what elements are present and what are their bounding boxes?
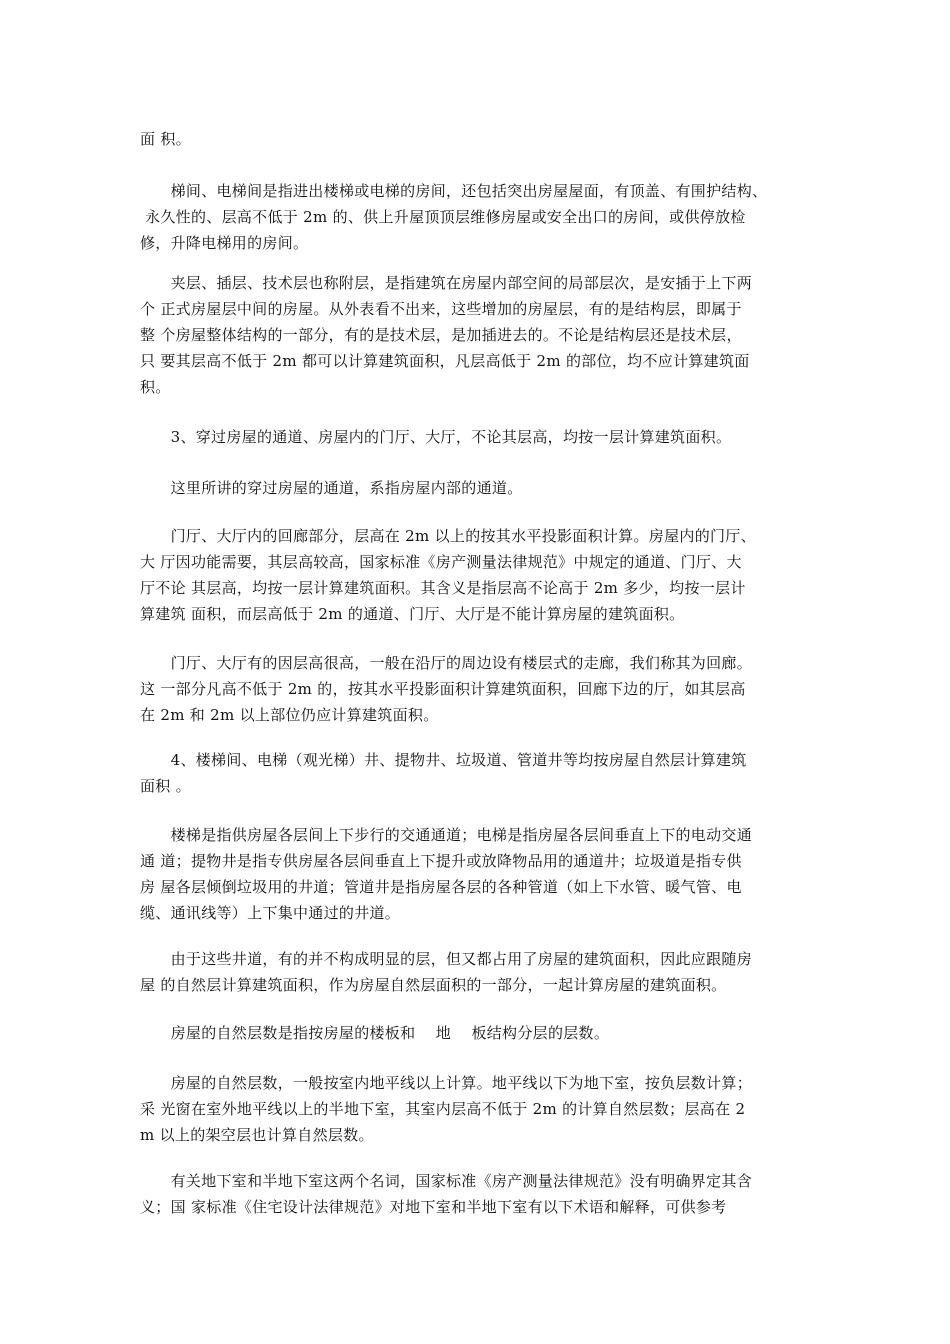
text-line: 4、楼梯间、电梯（观光梯）井、提物井、垃圾道、管道井等均按房屋自然层计算建筑: [140, 751, 747, 769]
paragraph-9: [140, 822, 812, 926]
text-line: 由于这些井道，有的并不构成明显的层，但又都占用了房屋的建筑面积，因此应跟随房: [140, 950, 753, 968]
text-line: 在 2m 和 2m 以上部位仍应计算建筑面积。: [140, 706, 439, 724]
text-line: 夹层、插层、技术层也称附层，是指建筑在房屋内部空间的局部层次，是安插于上下两: [140, 274, 753, 292]
text-line: 积。: [140, 378, 171, 396]
paragraph-12: [140, 1070, 812, 1148]
paragraph-2: [140, 178, 812, 256]
paragraph-7: [140, 650, 812, 728]
text-line: 房 屋各层倾倒垃圾用的井道；管道井是指房屋各层的各种管道（如上下水管、暖气管、电: [140, 878, 742, 896]
text-line: 厅不论 其层高，均按一层计算建筑面积。其含义是指层高不论高于 2m 多少，均按一层计: [140, 579, 746, 597]
paragraph-6: [140, 523, 812, 627]
text-line: 永久性的、层高不低于 2m 的、供上升屋顶顶层维修房屋或安全出口的房间，或供停放检: [140, 208, 746, 226]
text-line: 整 个房屋整体结构的一部分，有的是技术层，是加插进去的。不论是结构层还是技术层，: [140, 326, 742, 344]
paragraph-4: [140, 424, 812, 450]
text-line: 有关地下室和半地下室这两个名词，国家标准《房产测量法律规范》没有明确界定其含: [140, 1172, 753, 1190]
text-line: 通 道；提物井是指专供房屋各层间垂直上下提升或放降物品用的通道井；垃圾道是指专供: [140, 852, 742, 870]
text-line: 房屋的自然层数是指按房屋的楼板和 地 板结构分层的层数。: [140, 1024, 610, 1042]
text-line: m 以上的架空层也计算自然层数。: [140, 1126, 374, 1144]
paragraph-5: [140, 475, 812, 501]
text-line: 门厅、大厅有的因层高很高，一般在沿厅的周边设有楼层式的走廊，我们称其为回廊。: [140, 654, 753, 672]
paragraph-13: [140, 1168, 812, 1220]
paragraph-8: [140, 747, 812, 799]
paragraph-11: [140, 1020, 812, 1046]
text-line: 大 厅因功能需要，其层高较高，国家标准《房产测量法律规范》中规定的通道、门厅、大: [140, 553, 742, 571]
paragraph-10: [140, 946, 812, 998]
text-line: 这里所讲的穿过房屋的通道，系指房屋内部的通道。: [140, 479, 523, 497]
text-line: 屋 的自然层计算建筑面积，作为房屋自然层面积的一部分，一起计算房屋的建筑面积。: [140, 976, 727, 994]
text-line: 个 正式房屋层中间的房屋。从外表看不出来，这些增加的房屋层，有的是结构层，即属于: [140, 300, 742, 318]
text-line: 面 积。: [140, 130, 191, 148]
text-line: 房屋的自然层数，一般按室内地平线以上计算。地平线以下为地下室，按负层数计算；: [140, 1074, 753, 1092]
text-line: 3、穿过房屋的通道、房屋内的门厅、大厅，不论其层高，均按一层计算建筑面积。: [140, 428, 732, 446]
text-line: 楼梯是指供房屋各层间上下步行的交通通道；电梯是指房屋各层间垂直上下的电动交通: [140, 826, 753, 844]
text-line: 义；国 家标准《住宅设计法律规范》对地下室和半地下室有以下术语和解释，可供参考: [140, 1198, 727, 1216]
text-line: 采 光窗在室外地平线以上的半地下室，其室内层高不低于 2m 的计算自然层数；层高在 2: [140, 1100, 746, 1118]
paragraph-3: [140, 270, 812, 400]
text-line: 梯间、电梯间是指进出楼梯或电梯的房间，还包括突出房屋屋面，有顶盖、有围护结构、: [140, 182, 768, 200]
text-line: 面积 。: [140, 777, 191, 795]
text-line: 门厅、大厅内的回廊部分，层高在 2m 以上的按其水平投影面积计算。房屋内的门厅、: [140, 527, 756, 545]
text-line: 只 要其层高不低于 2m 都可以计算建筑面积，凡层高低于 2m 的部位，均不应计算建筑面: [140, 352, 750, 370]
text-line: 这 一部分凡高不低于 2m 的，按其水平投影面积计算建筑面积，回廊下边的厅，如其层高: [140, 680, 746, 698]
paragraph-1: [140, 126, 812, 152]
text-line: 算建筑 面积，而层高低于 2m 的通道、门厅、大厅是不能计算房屋的建筑面积。: [140, 605, 685, 623]
text-line: 缆、通讯线等）上下集中通过的井道。: [140, 904, 401, 922]
text-line: 修，升降电梯用的房间。: [140, 234, 309, 252]
